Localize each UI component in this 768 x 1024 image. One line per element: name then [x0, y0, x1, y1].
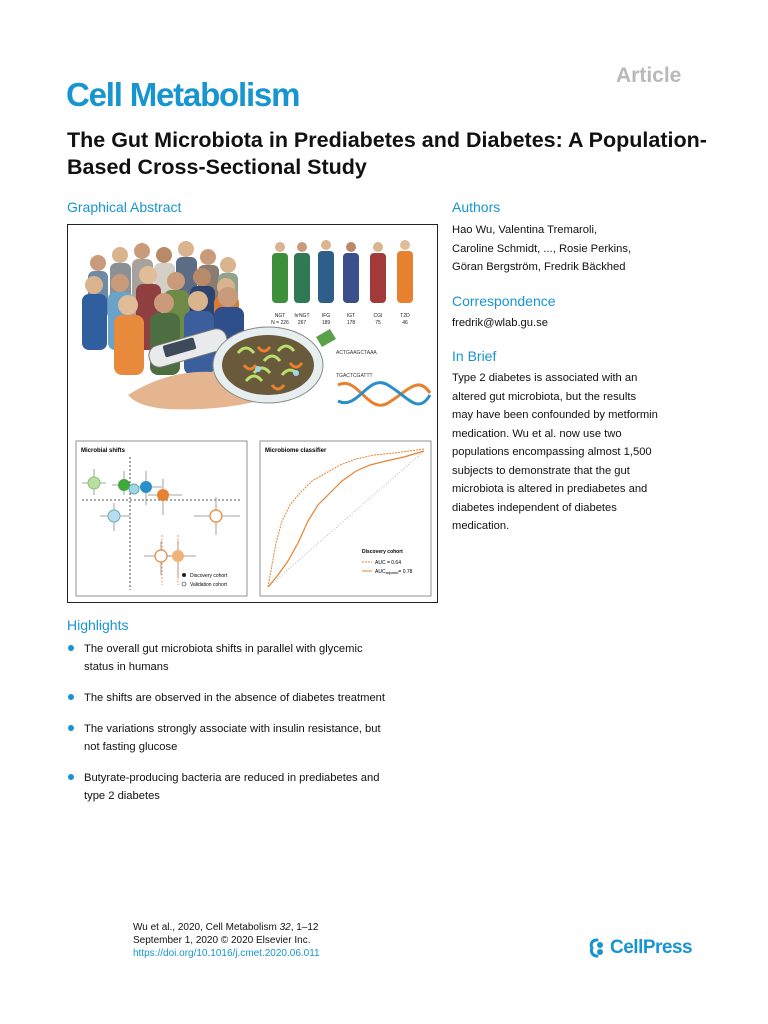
article-type-tag: Article [616, 64, 682, 87]
correspondence-email[interactable]: fredrik@wlab.gu.se [452, 317, 548, 329]
bullet-icon [68, 694, 74, 700]
cohort-count: 178 [346, 320, 356, 326]
cohort-group-illustration [272, 240, 413, 303]
cohort-count: 75 [375, 320, 381, 326]
cohort-label: hrNGT [294, 313, 310, 319]
dna-bottom-sequence: TGACTCGATTT [336, 373, 373, 379]
highlight-line: The variations strongly associate with insulin resistance, but [84, 723, 381, 735]
correspondence-heading: Correspondence [452, 293, 556, 309]
cohort-count: 46 [402, 320, 408, 326]
in-brief-line: diabetes independent of diabetes [452, 501, 617, 514]
cohort-label: IFG [321, 313, 331, 319]
in-brief-line: altered gut microbiota, but the results [452, 390, 637, 403]
date-line: September 1, 2020 © 2020 Elsevier Inc. [133, 935, 311, 946]
highlight-item [67, 769, 447, 805]
classifier-legend-auc-adjusted: $AUC_{adjusted}= 0.78$ [375, 569, 413, 576]
cohort-count: 189 [321, 320, 331, 326]
legend-validation: Validation cohort [190, 582, 227, 588]
highlights-heading: Highlights [67, 617, 129, 633]
microbiota-illustration [213, 327, 336, 403]
authors-list [452, 221, 631, 277]
cellpress-wordmark: CellPress [610, 937, 693, 958]
dna-illustration [336, 350, 430, 405]
authors-line: Caroline Schmidt, ..., Rosie Perkins, [452, 242, 632, 255]
authors-heading: Authors [452, 199, 501, 215]
in-brief-line: may have been confounded by metformin [452, 409, 658, 421]
in-brief-line: subjects to demonstrate that the gut [452, 464, 630, 477]
highlight-line: The overall gut microbiota shifts in parallel with glycemic [84, 643, 363, 655]
legend-discovery: Discovery cohort [190, 573, 228, 579]
highlight-item [67, 640, 447, 676]
cellpress-logo [588, 937, 692, 959]
cohort-count: 267 [297, 320, 307, 326]
dna-top-sequence: ACTGAAGCTAAA [336, 350, 377, 356]
bullet-icon [68, 774, 74, 780]
in-brief-line: populations encompassing almost 1,500 [452, 446, 652, 458]
cohort-count: N = 226 [271, 320, 289, 326]
microbiome-classifier-panel [260, 441, 431, 596]
highlight-line: The shifts are observed in the absence of diabetes treatment [84, 692, 385, 704]
classifier-legend-auc: AUC = 0.64 [375, 560, 401, 566]
in-brief-heading: In Brief [452, 348, 497, 364]
citation-line: Wu et al., 2020, Cell Metabolism 32, 1–12 [133, 922, 319, 933]
highlight-line: Butyrate-producing bacteria are reduced in prediabetes and [84, 772, 380, 784]
microbiome-classifier-title: Microbiome classifier [265, 448, 327, 454]
highlight-line: status in humans [84, 661, 169, 673]
highlight-item [67, 720, 447, 756]
in-brief-line: medication. [452, 520, 510, 532]
authors-line: Göran Bergström, Fredrik Bäckhed [452, 261, 626, 273]
cohort-labels [271, 313, 410, 326]
in-brief-line: medication. Wu et al. now use two [452, 427, 622, 440]
highlight-line: not fasting glucose [84, 741, 178, 753]
graphical-abstract-heading: Graphical Abstract [67, 199, 182, 215]
cellpress-icon [588, 938, 606, 958]
in-brief-text [452, 369, 658, 536]
bullet-icon [68, 645, 74, 651]
graphical-abstract-svg [68, 225, 437, 602]
cohort-label: NGT [274, 313, 286, 319]
graphical-abstract-figure [67, 224, 438, 603]
doi-link[interactable]: https://doi.org/10.1016/j.cmet.2020.06.011 [133, 948, 320, 959]
cohort-label: IGT [346, 313, 356, 319]
highlight-line: type 2 diabetes [84, 790, 160, 802]
cohort-label: T2D [400, 313, 410, 319]
highlight-item [67, 689, 447, 707]
cohort-label: CGI [373, 313, 383, 319]
classifier-legend-title: Discovery cohort [362, 549, 403, 555]
bullet-icon [68, 725, 74, 731]
microbial-shifts-panel [76, 441, 247, 596]
authors-line: Hao Wu, Valentina Tremaroli, [452, 224, 598, 236]
in-brief-line: Type 2 diabetes is associated with an [452, 372, 638, 384]
citation-block [133, 921, 320, 960]
article-title: The Gut Microbiota in Prediabetes and Diabetes: A Population-Based Cross-Sectional Study [67, 128, 707, 179]
highlights-list [67, 640, 447, 818]
in-brief-line: microbiota is altered in prediabetes and [452, 483, 648, 495]
journal-name: Cell Metabolism [66, 76, 300, 113]
microbial-shifts-title: Microbial shifts [81, 448, 126, 454]
